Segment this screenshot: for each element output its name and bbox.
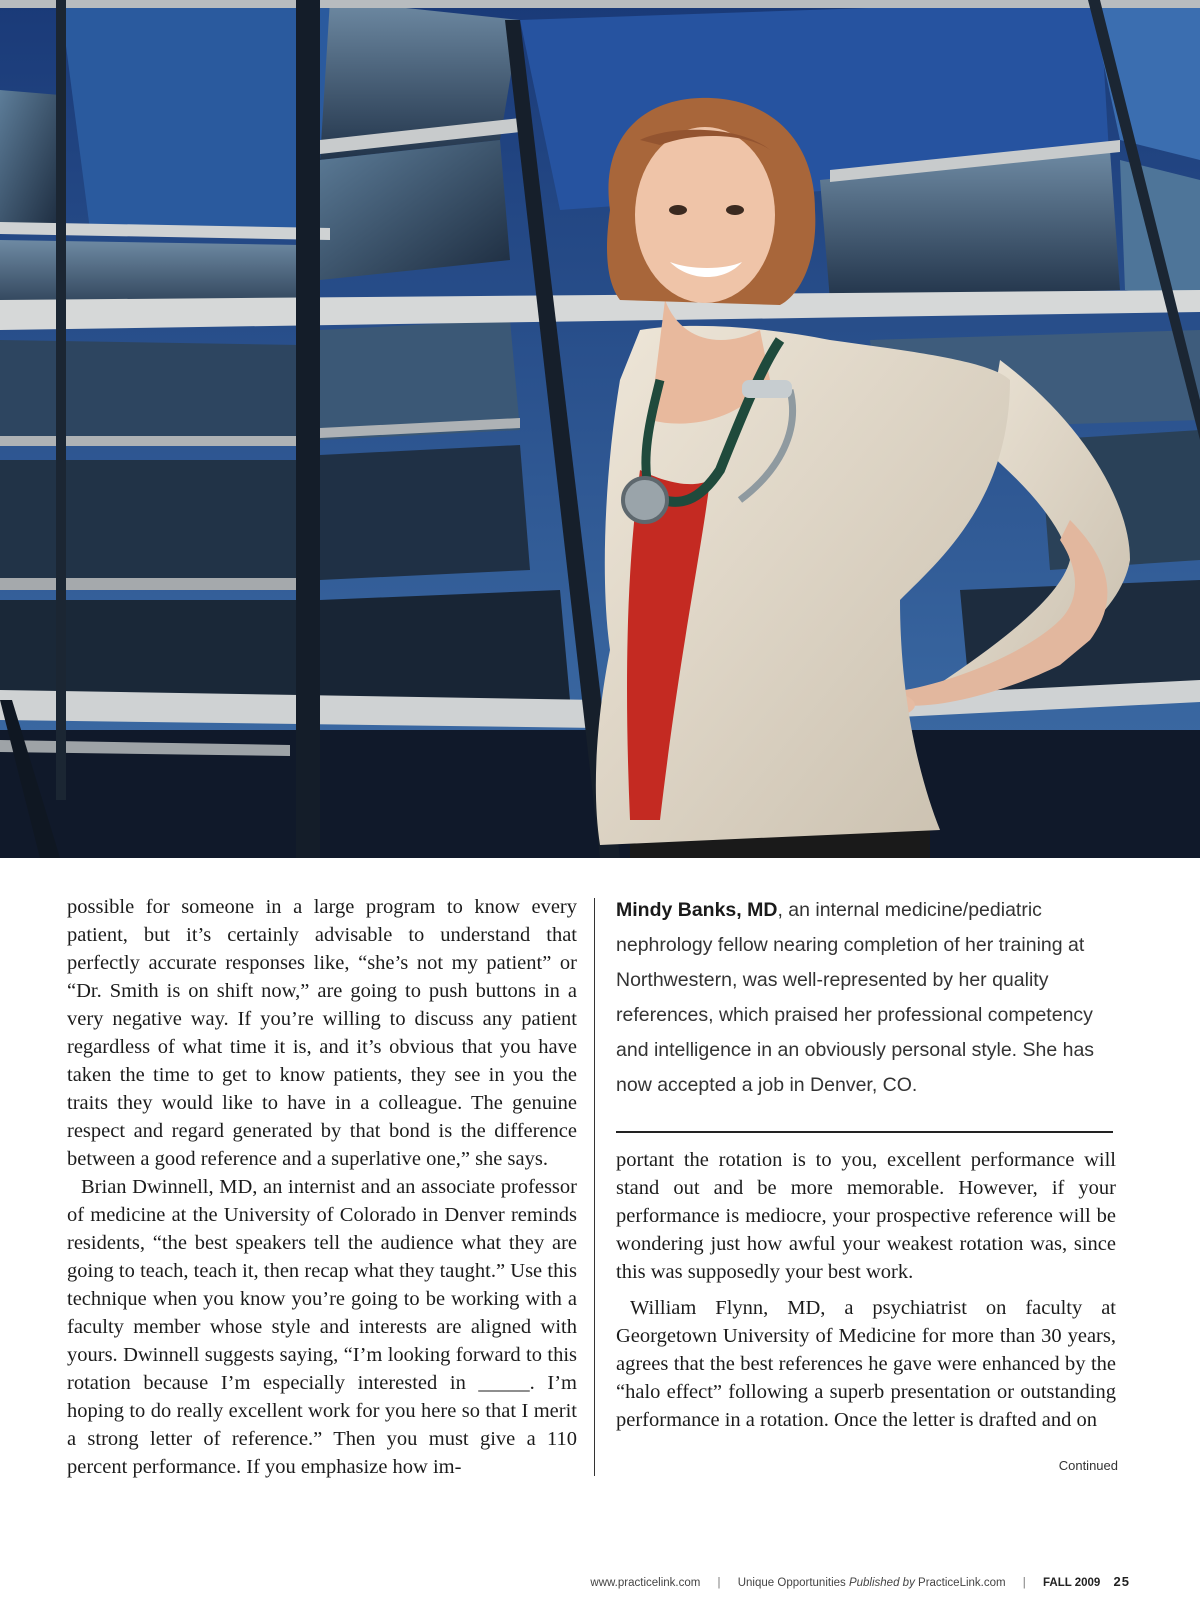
photo-caption	[616, 893, 1116, 1103]
right-column	[616, 1146, 1116, 1434]
left-paragraph-2: Brian Dwinnell, MD, an internist and an associate professor of medicine at the University of Colorado in Denver reminds residents, “the best speakers tell the audience what they are going to teach, teach it, then recap what they taught.” Use this technique when you know you’re going to be working with a faculty member whose style and interests are aligned with yours. Dwinnell suggests saying, “I’m looking forward to this rotation because I’m especially interested in _____. I’m hoping to do really excellent work for you here so that I merit a strong letter of reference.” Then you must give a 110 percent performance. If you emphasize how im-	[67, 1176, 577, 1478]
column-divider	[594, 898, 595, 1476]
footer-tagline-c: PracticeLink.com	[914, 1577, 1006, 1589]
left-column	[67, 893, 577, 1481]
footer-issue: FALL 2009	[1043, 1577, 1101, 1589]
footer-tagline-a: Unique Opportunities	[737, 1577, 849, 1589]
footer-tagline-b: Published by	[848, 1577, 915, 1589]
footer-site-link[interactable]: www.practicelink.com	[590, 1577, 701, 1589]
page-number: 25	[1113, 1574, 1130, 1589]
caption-name: Mindy Banks, MD	[616, 899, 778, 921]
continued-label: Continued	[1058, 1458, 1118, 1473]
right-paragraph-2: William Flynn, MD, a psychiatrist on faculty at Georgetown University of Medicine for more than 30 years, agrees that the best references he gave were enhanced by the “halo effect” following a superb presentation or outstanding performance in a rotation. Once the letter is drafted and on	[616, 1297, 1116, 1431]
footer-separator-2: |	[1022, 1577, 1026, 1589]
left-paragraph-1: possible for someone in a large program to know every patient, but it’s certainly advisable to understand that perfectly accurate responses like, “she’s not my patient” or “Dr. Smith is on shift now,” are going to push buttons in a very negative way. If you’re willing to discuss any patient regardless of what time it is, and it’s obvious that you have taken the time to get to know patients, they see in you the traits they would like to have in a colleague. The genuine respect and regard generated by that bond is the difference between a good reference and a superlative one,” she says.	[67, 896, 577, 1170]
page-footer	[400, 1574, 1130, 1589]
footer-separator: |	[717, 1577, 721, 1589]
caption-text: , an internal medicine/pediatric nephrology fellow nearing completion of her training at Northwestern, was well-represented by her quality references, which praised her professional competency and intelligence in an obviously personal style. She has now accepted a job in Denver, CO.	[616, 899, 1095, 1096]
right-paragraph-1: portant the rotation is to you, excellent performance will stand out and be more memorable. However, if your performance is mediocre, your prospective reference will be wondering just how awful your weakest rotation was, since this was supposedly your best work.	[616, 1149, 1116, 1283]
caption-rule	[616, 1131, 1113, 1133]
